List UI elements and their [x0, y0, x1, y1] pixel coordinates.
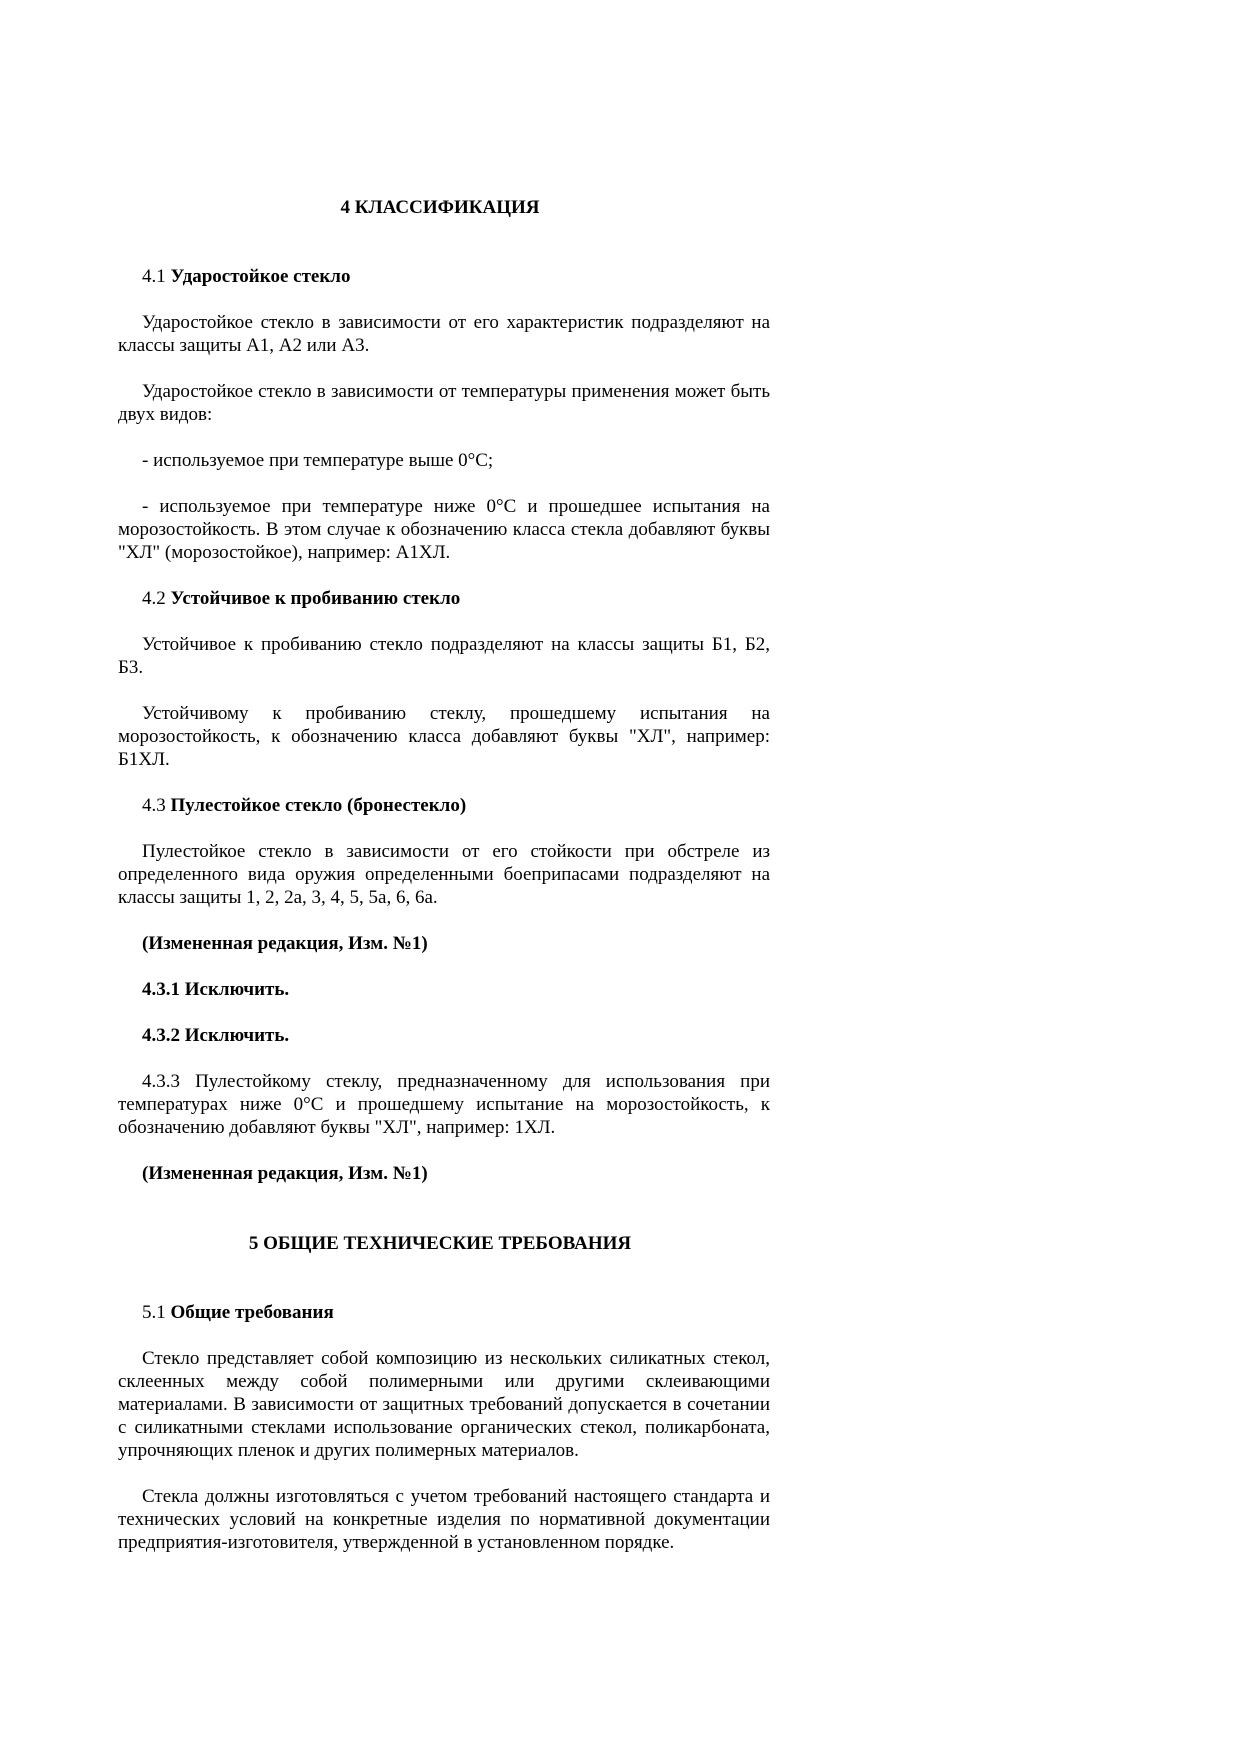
subsection-name: Общие требования — [170, 1302, 334, 1323]
subsection-5-1-heading — [118, 1301, 770, 1324]
document-page — [118, 196, 770, 1577]
paragraph-4-3-3: 4.3.3 Пулестойкому стеклу, предназначенному для использования при температурах ниже 0°С и прошедшему испытание на морозостойкость, к обозначению добавляют буквы "ХЛ", например: 1ХЛ. — [118, 1071, 770, 1138]
subsection-number: 4.1 — [142, 266, 166, 287]
paragraph-5-1-2: Стекла должны изготовляться с учетом требований настоящего стандарта и технических условий на конкретные изделия по нормативной документации предприятия-изготовителя, утвержденной в установленном порядке. — [118, 1486, 770, 1553]
subsection-name: Устойчивое к пробиванию стекло — [170, 588, 461, 609]
subsection-number: 4.3 — [142, 795, 166, 816]
subsection-4-3-heading — [118, 794, 770, 817]
paragraph-4-1-4: - используемое при температуре ниже 0°С и прошедшее испытания на морозостойкость. В этом случае к обозначению класса стекла добавляют буквы "ХЛ" (морозостойкое), например: А1ХЛ. — [118, 496, 770, 563]
paragraph-4-1-2: Ударостойкое стекло в зависимости от температуры применения может быть двух видов: — [118, 381, 770, 425]
clause-4-3-1-excluded: 4.3.1 Исключить. — [142, 979, 290, 1000]
subsection-number: 4.2 — [142, 588, 166, 609]
paragraph-4-1-3: - используемое при температуре выше 0°С; — [142, 450, 494, 471]
subsection-name: Пулестойкое стекло (бронестекло) — [170, 795, 467, 816]
paragraph-5-1-1: Стекло представляет собой композицию из нескольких силикатных стекол, склеенных между собой полимерными или другими склеивающими материалами. В зависимости от защитных требований допускается в сочетании с силикатными стеклами использование органических стекол, поликарбоната, упрочняющих пленок и других полимерных материалов. — [118, 1348, 770, 1461]
clause-4-3-2-excluded: 4.3.2 Исключить. — [142, 1025, 290, 1046]
section-4-title: 4 КЛАССИФИКАЦИЯ — [340, 197, 540, 218]
subsection-name: Ударостойкое стекло — [170, 266, 351, 287]
subsection-4-1-heading — [118, 265, 770, 288]
paragraph-4-1-1: Ударостойкое стекло в зависимости от его характеристик подразделяют на классы защиты А1, А2 или А3. — [118, 312, 770, 356]
paragraph-4-2-1: Устойчивое к пробиванию стекло подразделяют на классы защиты Б1, Б2, Б3. — [118, 634, 770, 678]
paragraph-4-2-2: Устойчивому к пробиванию стеклу, прошедшему испытания на морозостойкость, к обозначению класса добавляют буквы "ХЛ", например: Б1ХЛ. — [118, 703, 770, 770]
subsection-number: 5.1 — [142, 1302, 166, 1323]
section-5-title: 5 ОБЩИЕ ТЕХНИЧЕСКИЕ ТРЕБОВАНИЯ — [248, 1233, 632, 1254]
edit-note-1: (Измененная редакция, Изм. №1) — [142, 933, 428, 954]
edit-note-2: (Измененная редакция, Изм. №1) — [142, 1163, 428, 1184]
paragraph-4-3-1: Пулестойкое стекло в зависимости от его стойкости при обстреле из определенного вида оружия определенными боеприпасами подразделяют на классы защиты 1, 2, 2а, 3, 4, 5, 5а, 6, 6а. — [118, 841, 770, 908]
subsection-4-2-heading — [118, 587, 770, 610]
